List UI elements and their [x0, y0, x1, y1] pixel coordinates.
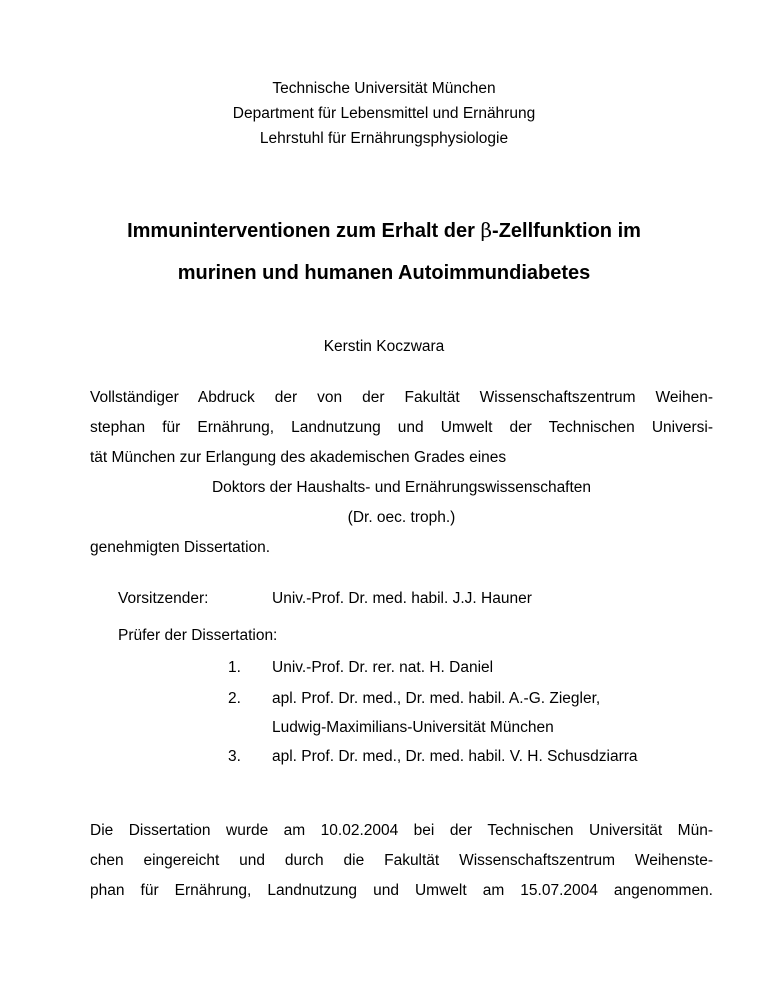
submission-line-3: phan für Ernährung, Landnutzung und Umwelt am 15.07.2004 angenommen. [90, 882, 713, 899]
chair-label: Vorsitzender: [118, 590, 209, 607]
institution-header [0, 76, 768, 151]
submission-paragraph [90, 816, 713, 906]
author-name: Kerstin Koczwara [323, 338, 445, 355]
department-name: Department für Lebensmittel und Ernährung [232, 105, 536, 122]
title-line-1-end: -Zellfunktion im [492, 220, 641, 242]
title-line-1 [60, 209, 708, 252]
examiner-2-affiliation: Ludwig-Maximilians-Universität München [272, 719, 554, 736]
beta-symbol: β [480, 218, 493, 242]
chair-name: Lehrstuhl für Ernährungsphysiologie [259, 130, 509, 147]
submission-line-2: chen eingereicht und durch die Fakultät Wissenschaftszentrum Weihenste- [90, 852, 713, 869]
title-line-1-start: Immuninterventionen zum Erhalt der [127, 220, 481, 242]
examiner-2-name: apl. Prof. Dr. med., Dr. med. habil. A.-G. Ziegler, [272, 690, 601, 707]
statement-paragraph [90, 383, 713, 563]
examiners-label: Prüfer der Dissertation: [118, 627, 278, 644]
examiner-1-name: Univ.-Prof. Dr. rer. nat. H. Daniel [272, 659, 494, 676]
statement-line-end: genehmigten Dissertation. [90, 539, 271, 556]
examiner-1-number: 1. [228, 659, 241, 676]
statement-line-2: stephan für Ernährung, Landnutzung und Umwelt der Technischen Universi- [90, 419, 713, 436]
chair-person: Univ.-Prof. Dr. med. habil. J.J. Hauner [272, 590, 532, 607]
university-name: Technische Universität München [272, 80, 496, 97]
dissertation-title [60, 209, 708, 294]
examiner-3-number: 3. [228, 748, 241, 765]
submission-line-1: Die Dissertation wurde am 10.02.2004 bei der Technischen Universität Mün- [90, 822, 713, 839]
examiner-3-name: apl. Prof. Dr. med., Dr. med. habil. V. H. Schusdziarra [272, 748, 638, 765]
degree-abbreviation: (Dr. oec. troph.) [347, 509, 456, 526]
statement-line-1: Vollständiger Abdruck der von der Fakultät Wissenschaftszentrum Weihen- [90, 389, 713, 406]
title-line-2: murinen und humanen Autoimmundiabetes [177, 262, 591, 284]
degree-name: Doktors der Haushalts- und Ernährungswissenschaften [211, 479, 592, 496]
examiner-2-number: 2. [228, 690, 241, 707]
statement-line-3: tät München zur Erlangung des akademischen Grades eines [90, 449, 507, 466]
